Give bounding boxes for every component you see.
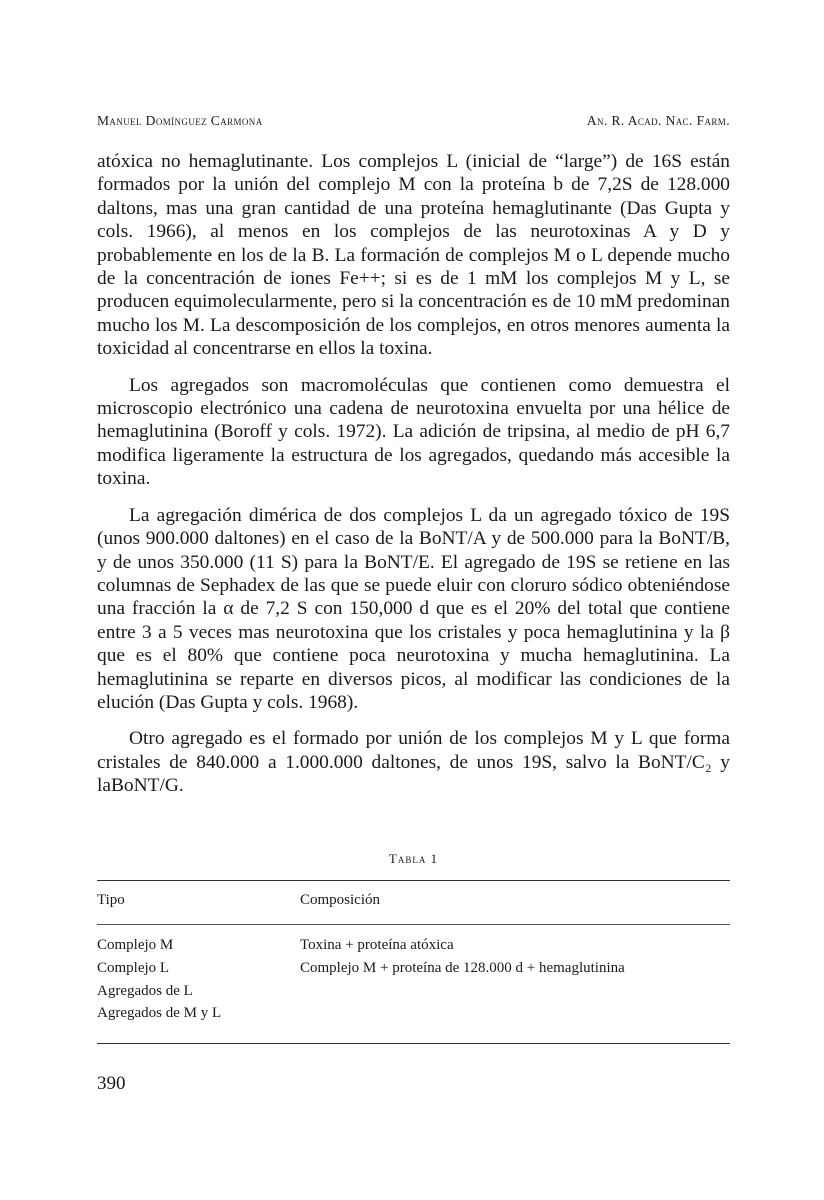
table-cell: Complejo M [97, 937, 174, 953]
table-cell: Agregados de L [97, 982, 193, 999]
table-row [97, 925, 730, 957]
paragraph: Otro agregado es el formado por unión de los complejos M y L que forma cristales de 840.000 a 1.000.000 daltones, de unos 19S, salvo la BoNT/C₂ y laBoNT/G. [97, 728, 730, 797]
table-cell: Agregados de M y L [97, 1002, 300, 1043]
column-header-tipo: Tipo [97, 892, 125, 908]
paragraph: atóxica no hemaglutinante. Los complejos L (inicial de “large”) de 16S están formados por la unión del complejo M con la proteína b de 7,2S de 128.000 daltons, mas una gran cantidad de una proteína hemaglutinante (Das Gupta y cols. 1966), al menos en los complejos de las neurotoxinas A y D y probablemente en los de la B. La formación de complejos M o L depende mucho de la concentración de iones Fe++; si es de 1 mM los complejos M y L, se producen equimolecularmente, pero si la concentración es de 10 mM predominan mucho los M. La descomposición de los complejos, en otros menores aumenta la toxicidad al concentrarse en ellos la toxina. [97, 151, 730, 360]
column-header-composicion: Composición [300, 892, 381, 908]
paragraph: La agregación dimérica de dos complejos L da un agregado tóxico de 19S (unos 900.000 daltones) en el caso de la BoNT/A y de 500.000 para la BoNT/B, y de unos 350.000 (11 S) para la BoNT/E. El agregado de 19S se retiene en las columnas de Sephadex de las que se puede eluir con cloruro sódico obteniéndose una fracción la α de 7,2 S con 150,000 d que es el 20% del total que contiene entre 3 a 5 veces mas neurotoxina que los cristales y poca hemaglutinina y la β que es el 80% que contiene poca neurotoxina y mucha hemaglutinina. La hemaglutinina se reparte en diversos picos, al modificar las condiciones de la elución (Das Gupta y cols. 1968). [97, 504, 730, 713]
table-title: Tabla 1 [388, 851, 439, 866]
paragraph: Los agregados son macromoléculas que contienen como demuestra el microscopio electrónico una cadena de neurotoxina envuelta por una hélice de hemaglutinina (Boroff y cols. 1972). La adición de tripsina, al medio de pH 6,7 modifica ligeramente la estructura de los agregados, quedando más accesible la toxina. [97, 374, 730, 490]
table-row [97, 980, 730, 1003]
table-cell [300, 1002, 730, 1043]
running-head [97, 113, 730, 129]
table-cell: Toxina + proteína atóxica [300, 937, 454, 953]
table-row [97, 957, 730, 980]
table-row [97, 1002, 730, 1043]
page-number: 390 [97, 1073, 126, 1094]
table-cell [300, 980, 730, 1003]
body-text [97, 150, 730, 811]
table-cell: Complejo L [97, 959, 170, 976]
data-table [97, 880, 730, 1044]
header-journal: An. R. Acad. Nac. Farm. [586, 113, 730, 128]
table-cell: Complejo M + proteína de 128.000 d + hemaglutinina [300, 959, 625, 976]
header-author: Manuel Domínguez Carmona [97, 113, 263, 128]
table-header-row [97, 881, 730, 925]
